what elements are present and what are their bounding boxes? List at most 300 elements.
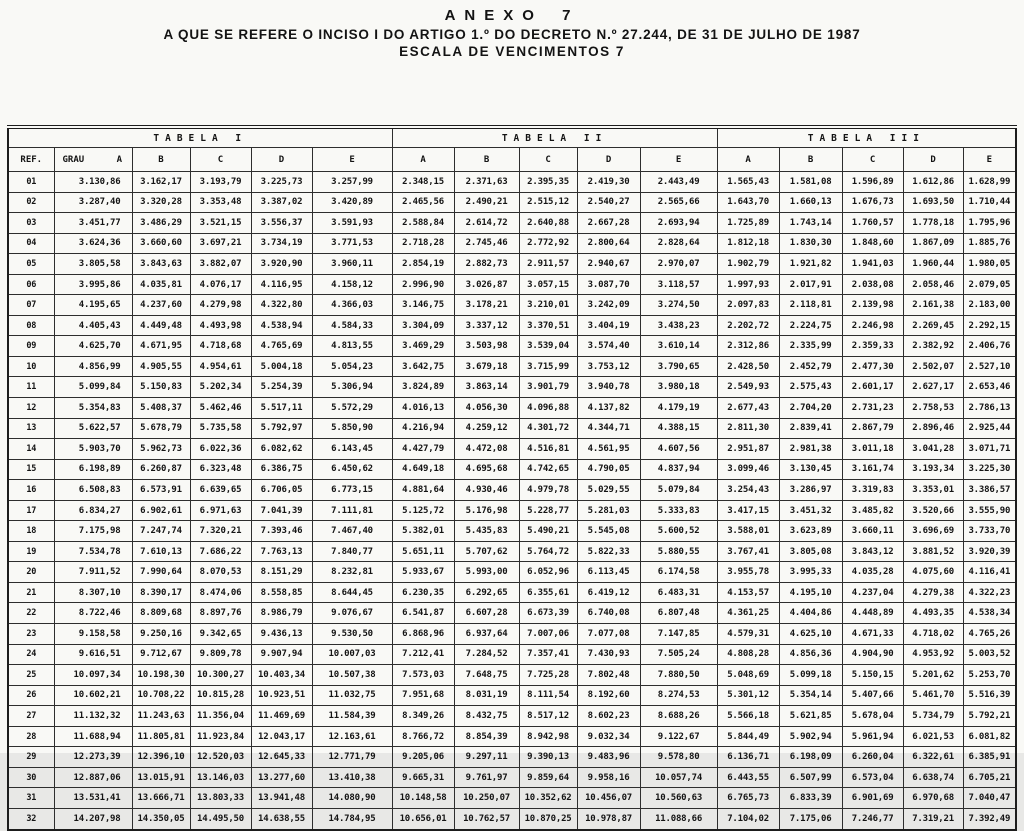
table-cell: 8.390,17: [132, 582, 190, 603]
table-cell: 3.995,86: [54, 274, 132, 295]
table-cell: 11.688,94: [54, 726, 132, 747]
table-cell: 4.237,04: [842, 582, 903, 603]
table-cell: 4.671,95: [132, 336, 190, 357]
table-cell: 2.224,75: [779, 315, 842, 336]
table-cell: 3.623,89: [779, 521, 842, 542]
table-cell: 3.863,14: [454, 377, 519, 398]
table-cell: 1.885,76: [963, 233, 1016, 254]
table-cell: 3.387,02: [251, 192, 312, 213]
table-cell: 5.201,62: [903, 665, 963, 686]
table-cell: 6.541,87: [392, 603, 454, 624]
table-cell: 11.469,69: [251, 706, 312, 727]
table-row: [8, 315, 1016, 336]
table-cell: 2.139,98: [842, 295, 903, 316]
table-cell: 5.678,04: [842, 706, 903, 727]
table-cell: 2.312,86: [717, 336, 779, 357]
table-cell: 5.621,85: [779, 706, 842, 727]
table-cell: 14.495,50: [190, 808, 251, 829]
table-cell: 13.803,33: [190, 788, 251, 809]
table-cell: 5.228,77: [519, 500, 577, 521]
table-cell: 2.614,72: [454, 213, 519, 234]
table-cell: 7.686,22: [190, 541, 251, 562]
column-header: A: [392, 148, 454, 172]
table-row: [8, 356, 1016, 377]
table-cell: 3.286,97: [779, 480, 842, 501]
table-cell: 2.588,84: [392, 213, 454, 234]
table-cell: 1.710,44: [963, 192, 1016, 213]
column-header: C: [190, 148, 251, 172]
table-cell: 6.022,36: [190, 439, 251, 460]
table-cell: 4.344,71: [577, 418, 640, 439]
table-cell: 2.292,15: [963, 315, 1016, 336]
ref-cell: 01: [8, 172, 54, 193]
table-cell: 5.516,39: [963, 685, 1016, 706]
table-cell: 3.574,40: [577, 336, 640, 357]
table-cell: 13.666,71: [132, 788, 190, 809]
table-cell: 12.396,10: [132, 747, 190, 768]
table-cell: 1.941,03: [842, 254, 903, 275]
table-cell: 3.162,17: [132, 172, 190, 193]
table-cell: 13.531,41: [54, 788, 132, 809]
table-cell: 8.307,10: [54, 582, 132, 603]
table-cell: 8.688,26: [640, 706, 717, 727]
table-cell: 2.118,81: [779, 295, 842, 316]
table-cell: 4.237,60: [132, 295, 190, 316]
table-cell: 4.930,46: [454, 480, 519, 501]
table-cell: 5.029,55: [577, 480, 640, 501]
table-cell: 10.097,34: [54, 665, 132, 686]
table-cell: 6.483,31: [640, 582, 717, 603]
table-cell: 4.954,61: [190, 356, 251, 377]
table-cell: 6.638,74: [903, 767, 963, 788]
table-cell: 1.867,09: [903, 233, 963, 254]
table-cell: 3.980,18: [640, 377, 717, 398]
table-cell: 5.254,39: [251, 377, 312, 398]
ref-cell: 14: [8, 439, 54, 460]
table-cell: 11.584,39: [312, 706, 392, 727]
table-cell: 4.404,86: [779, 603, 842, 624]
table-cell: 9.907,94: [251, 644, 312, 665]
table-cell: 5.281,03: [577, 500, 640, 521]
table-cell: 3.624,36: [54, 233, 132, 254]
table-cell: 3.254,43: [717, 480, 779, 501]
table-cell: 5.678,79: [132, 418, 190, 439]
table-cell: 3.242,09: [577, 295, 640, 316]
table-cell: 6.443,55: [717, 767, 779, 788]
table-cell: 13.015,91: [132, 767, 190, 788]
table-cell: 9.122,67: [640, 726, 717, 747]
table-cell: 14.080,90: [312, 788, 392, 809]
table-cell: 2.382,92: [903, 336, 963, 357]
table-row: [8, 336, 1016, 357]
table-cell: 3.767,41: [717, 541, 779, 562]
table-cell: 3.696,69: [903, 521, 963, 542]
table-cell: 9.342,65: [190, 624, 251, 645]
table-cell: 3.733,70: [963, 521, 1016, 542]
table-cell: 3.591,93: [312, 213, 392, 234]
ref-cell: 09: [8, 336, 54, 357]
column-header: A: [717, 148, 779, 172]
table-cell: 4.035,28: [842, 562, 903, 583]
table-cell: 8.070,53: [190, 562, 251, 583]
ref-cell: 04: [8, 233, 54, 254]
table-cell: 7.007,06: [519, 624, 577, 645]
column-header: C: [842, 148, 903, 172]
table-cell: 2.335,99: [779, 336, 842, 357]
table-cell: 5.517,11: [251, 398, 312, 419]
table-row: [8, 706, 1016, 727]
table-cell: 7.104,02: [717, 808, 779, 829]
table-cell: 6.113,45: [577, 562, 640, 583]
table-cell: 4.979,78: [519, 480, 577, 501]
table-cell: 3.210,01: [519, 295, 577, 316]
table-cell: 7.357,41: [519, 644, 577, 665]
table-cell: 5.003,52: [963, 644, 1016, 665]
table-cell: 6.971,63: [190, 500, 251, 521]
table-cell: 9.250,16: [132, 624, 190, 645]
table-cell: 7.911,52: [54, 562, 132, 583]
table-cell: 1.778,18: [903, 213, 963, 234]
table-cell: 5.707,62: [454, 541, 519, 562]
ref-cell: 25: [8, 665, 54, 686]
table-cell: 6.508,83: [54, 480, 132, 501]
table-cell: 4.179,19: [640, 398, 717, 419]
table-group-title: TABELA II: [392, 127, 717, 148]
table-cell: 3.071,71: [963, 439, 1016, 460]
table-cell: 1.997,93: [717, 274, 779, 295]
table-cell: 10.300,27: [190, 665, 251, 686]
table-cell: 2.269,45: [903, 315, 963, 336]
table-cell: 9.390,13: [519, 747, 577, 768]
table-row: [8, 562, 1016, 583]
table-cell: 3.610,14: [640, 336, 717, 357]
table-cell: 5.902,94: [779, 726, 842, 747]
table-cell: 3.274,50: [640, 295, 717, 316]
table-cell: 4.116,41: [963, 562, 1016, 583]
table-cell: 5.844,49: [717, 726, 779, 747]
table-cell: 6.419,12: [577, 582, 640, 603]
table-cell: 3.193,34: [903, 459, 963, 480]
table-cell: 4.472,08: [454, 439, 519, 460]
ref-cell: 24: [8, 644, 54, 665]
table-cell: 4.322,80: [251, 295, 312, 316]
decree-reference-line: A QUE SE REFERE O INCISO I DO ARTIGO 1.º DO DECRETO N.º 27.244, DE 31 DE JULHO DE 1987: [163, 27, 861, 42]
table-cell: 9.205,06: [392, 747, 454, 768]
table-cell: 4.116,95: [251, 274, 312, 295]
table-cell: 4.366,03: [312, 295, 392, 316]
table-cell: 2.079,05: [963, 274, 1016, 295]
table-cell: 6.740,08: [577, 603, 640, 624]
column-header: D: [251, 148, 312, 172]
table-cell: 6.021,53: [903, 726, 963, 747]
ref-cell: 16: [8, 480, 54, 501]
table-cell: 10.602,21: [54, 685, 132, 706]
table-cell: 5.354,14: [779, 685, 842, 706]
table-cell: 2.925,44: [963, 418, 1016, 439]
ref-cell: 18: [8, 521, 54, 542]
table-cell: 6.450,62: [312, 459, 392, 480]
table-cell: 5.764,72: [519, 541, 577, 562]
table-cell: 2.348,15: [392, 172, 454, 193]
table-cell: 4.671,33: [842, 624, 903, 645]
table-cell: 7.763,13: [251, 541, 312, 562]
table-cell: 2.183,00: [963, 295, 1016, 316]
table-cell: 4.905,55: [132, 356, 190, 377]
ref-cell: 15: [8, 459, 54, 480]
table-cell: 12.520,03: [190, 747, 251, 768]
table-cell: 5.880,55: [640, 541, 717, 562]
table-cell: 7.077,08: [577, 624, 640, 645]
table-cell: 3.556,37: [251, 213, 312, 234]
table-cell: 2.371,63: [454, 172, 519, 193]
table-cell: 1.596,89: [842, 172, 903, 193]
table-cell: 10.560,63: [640, 788, 717, 809]
table-cell: 7.246,77: [842, 808, 903, 829]
table-cell: 3.099,46: [717, 459, 779, 480]
table-cell: 6.386,75: [251, 459, 312, 480]
table-cell: 10.250,07: [454, 788, 519, 809]
table-cell: 6.607,28: [454, 603, 519, 624]
table-cell: 8.274,53: [640, 685, 717, 706]
table-row: [8, 747, 1016, 768]
table-cell: 5.004,18: [251, 356, 312, 377]
table-cell: 1.921,82: [779, 254, 842, 275]
table-cell: 3.824,89: [392, 377, 454, 398]
table-cell: 6.052,96: [519, 562, 577, 583]
table-cell: 2.359,33: [842, 336, 903, 357]
ref-column-header: REF.: [8, 148, 54, 172]
table-cell: 5.545,08: [577, 521, 640, 542]
table-cell: 4.448,89: [842, 603, 903, 624]
table-cell: 3.417,15: [717, 500, 779, 521]
table-cell: 8.602,23: [577, 706, 640, 727]
table-cell: 2.653,46: [963, 377, 1016, 398]
ref-cell: 13: [8, 418, 54, 439]
table-cell: 4.790,05: [577, 459, 640, 480]
table-cell: 14.350,05: [132, 808, 190, 829]
table-cell: 8.897,76: [190, 603, 251, 624]
table-row: [8, 439, 1016, 460]
column-header: B: [454, 148, 519, 172]
table-cell: 7.573,03: [392, 665, 454, 686]
table-cell: 1.581,08: [779, 172, 842, 193]
table-cell: 6.705,21: [963, 767, 1016, 788]
table-cell: 6.573,91: [132, 480, 190, 501]
table-cell: 2.758,53: [903, 398, 963, 419]
table-cell: 2.896,46: [903, 418, 963, 439]
table-cell: 7.840,77: [312, 541, 392, 562]
table-row: [8, 726, 1016, 747]
table-cell: 6.230,35: [392, 582, 454, 603]
table-cell: 8.232,81: [312, 562, 392, 583]
table-cell: 4.881,64: [392, 480, 454, 501]
table-cell: 9.616,51: [54, 644, 132, 665]
table-cell: 13.277,60: [251, 767, 312, 788]
table-cell: 5.462,46: [190, 398, 251, 419]
table-cell: 3.451,77: [54, 213, 132, 234]
column-header: E: [640, 148, 717, 172]
table-cell: 2.772,92: [519, 233, 577, 254]
table-cell: 2.867,79: [842, 418, 903, 439]
ref-cell: 08: [8, 315, 54, 336]
table-cell: 6.833,39: [779, 788, 842, 809]
table-row: [8, 582, 1016, 603]
vencimentos-table: [7, 125, 1017, 831]
table-cell: 3.679,18: [454, 356, 519, 377]
table-cell: 2.828,64: [640, 233, 717, 254]
ref-cell: 27: [8, 706, 54, 727]
ref-cell: 07: [8, 295, 54, 316]
table-cell: 2.058,46: [903, 274, 963, 295]
table-cell: 2.540,27: [577, 192, 640, 213]
table-cell: 3.660,60: [132, 233, 190, 254]
table-cell: 2.981,38: [779, 439, 842, 460]
table-row: [8, 767, 1016, 788]
table-cell: 4.584,33: [312, 315, 392, 336]
table-cell: 6.322,61: [903, 747, 963, 768]
table-cell: 8.854,39: [454, 726, 519, 747]
table-cell: 3.130,86: [54, 172, 132, 193]
table-cell: 14.638,55: [251, 808, 312, 829]
table-cell: 12.163,61: [312, 726, 392, 747]
table-cell: 4.561,95: [577, 439, 640, 460]
table-cell: 7.534,78: [54, 541, 132, 562]
table-cell: 3.843,63: [132, 254, 190, 275]
column-header: D: [903, 148, 963, 172]
table-cell: 3.882,07: [190, 254, 251, 275]
table-cell: 14.784,95: [312, 808, 392, 829]
table-cell: 6.970,68: [903, 788, 963, 809]
table-cell: 5.382,01: [392, 521, 454, 542]
table-cell: 7.990,64: [132, 562, 190, 583]
table-cell: 5.048,69: [717, 665, 779, 686]
table-row: [8, 521, 1016, 542]
table-cell: 3.486,29: [132, 213, 190, 234]
table-cell: 3.521,15: [190, 213, 251, 234]
table-cell: 3.485,82: [842, 500, 903, 521]
table-cell: 8.151,29: [251, 562, 312, 583]
table-cell: 7.041,39: [251, 500, 312, 521]
table-cell: 5.125,72: [392, 500, 454, 521]
table-row: [8, 665, 1016, 686]
table-cell: 3.843,12: [842, 541, 903, 562]
table-cell: 8.432,75: [454, 706, 519, 727]
table-cell: 9.665,31: [392, 767, 454, 788]
table-cell: 9.958,16: [577, 767, 640, 788]
table-cell: 5.099,18: [779, 665, 842, 686]
table-cell: 2.502,07: [903, 356, 963, 377]
table-cell: 10.456,07: [577, 788, 640, 809]
table-cell: 6.292,65: [454, 582, 519, 603]
ref-cell: 21: [8, 582, 54, 603]
ref-cell: 32: [8, 808, 54, 829]
table-cell: 3.041,28: [903, 439, 963, 460]
table-row: [8, 603, 1016, 624]
table-group-title: TABELA III: [717, 127, 1016, 148]
table-row: [8, 541, 1016, 562]
table-cell: 8.942,98: [519, 726, 577, 747]
ref-cell: 23: [8, 624, 54, 645]
table-cell: 5.734,79: [903, 706, 963, 727]
table-cell: 2.202,72: [717, 315, 779, 336]
table-cell: 3.404,19: [577, 315, 640, 336]
table-cell: 13.146,03: [190, 767, 251, 788]
table-cell: 6.573,04: [842, 767, 903, 788]
table-cell: 4.538,94: [251, 315, 312, 336]
table-cell: 9.530,50: [312, 624, 392, 645]
table-row: [8, 644, 1016, 665]
table-cell: 3.642,75: [392, 356, 454, 377]
table-cell: 3.178,21: [454, 295, 519, 316]
table-cell: 2.428,50: [717, 356, 779, 377]
table-cell: 7.467,40: [312, 521, 392, 542]
table-cell: 2.745,46: [454, 233, 519, 254]
table-cell: 7.951,68: [392, 685, 454, 706]
table-cell: 4.216,94: [392, 418, 454, 439]
table-cell: 9.483,96: [577, 747, 640, 768]
table-row: [8, 213, 1016, 234]
table-cell: 2.882,73: [454, 254, 519, 275]
table-cell: 7.648,75: [454, 665, 519, 686]
table-cell: 2.490,21: [454, 192, 519, 213]
table-cell: 4.096,88: [519, 398, 577, 419]
table-cell: 9.158,58: [54, 624, 132, 645]
table-cell: 12.771,79: [312, 747, 392, 768]
table-cell: 2.601,17: [842, 377, 903, 398]
table-cell: 3.920,39: [963, 541, 1016, 562]
table-cell: 3.319,83: [842, 480, 903, 501]
ref-cell: 06: [8, 274, 54, 295]
table-cell: 4.808,28: [717, 644, 779, 665]
table-row: [8, 788, 1016, 809]
table-cell: 4.405,43: [54, 315, 132, 336]
table-cell: 12.273,39: [54, 747, 132, 768]
ref-cell: 19: [8, 541, 54, 562]
table-cell: 3.386,57: [963, 480, 1016, 501]
table-cell: 3.805,58: [54, 254, 132, 275]
table-cell: 4.195,10: [779, 582, 842, 603]
table-cell: 1.743,14: [779, 213, 842, 234]
table-cell: 5.333,83: [640, 500, 717, 521]
table-cell: 10.815,28: [190, 685, 251, 706]
table-cell: 1.795,96: [963, 213, 1016, 234]
table-cell: 12.043,17: [251, 726, 312, 747]
table-cell: 3.660,11: [842, 521, 903, 542]
table-cell: 5.566,18: [717, 706, 779, 727]
table-cell: 3.161,74: [842, 459, 903, 480]
table-cell: 9.578,80: [640, 747, 717, 768]
table-cell: 4.718,68: [190, 336, 251, 357]
table-cell: 13.410,38: [312, 767, 392, 788]
table-cell: 7.247,74: [132, 521, 190, 542]
table-cell: 4.137,82: [577, 398, 640, 419]
table-cell: 4.259,12: [454, 418, 519, 439]
table-cell: 5.306,94: [312, 377, 392, 398]
table-cell: 4.016,13: [392, 398, 454, 419]
table-cell: 4.813,55: [312, 336, 392, 357]
table-cell: 3.130,45: [779, 459, 842, 480]
table-cell: 3.805,08: [779, 541, 842, 562]
table-cell: 9.297,11: [454, 747, 519, 768]
table-cell: 10.507,38: [312, 665, 392, 686]
table-cell: 4.301,72: [519, 418, 577, 439]
table-row: [8, 377, 1016, 398]
table-cell: 1.693,50: [903, 192, 963, 213]
table-cell: 10.352,62: [519, 788, 577, 809]
table-cell: 9.809,78: [190, 644, 251, 665]
table-cell: 8.722,46: [54, 603, 132, 624]
table-cell: 7.392,49: [963, 808, 1016, 829]
